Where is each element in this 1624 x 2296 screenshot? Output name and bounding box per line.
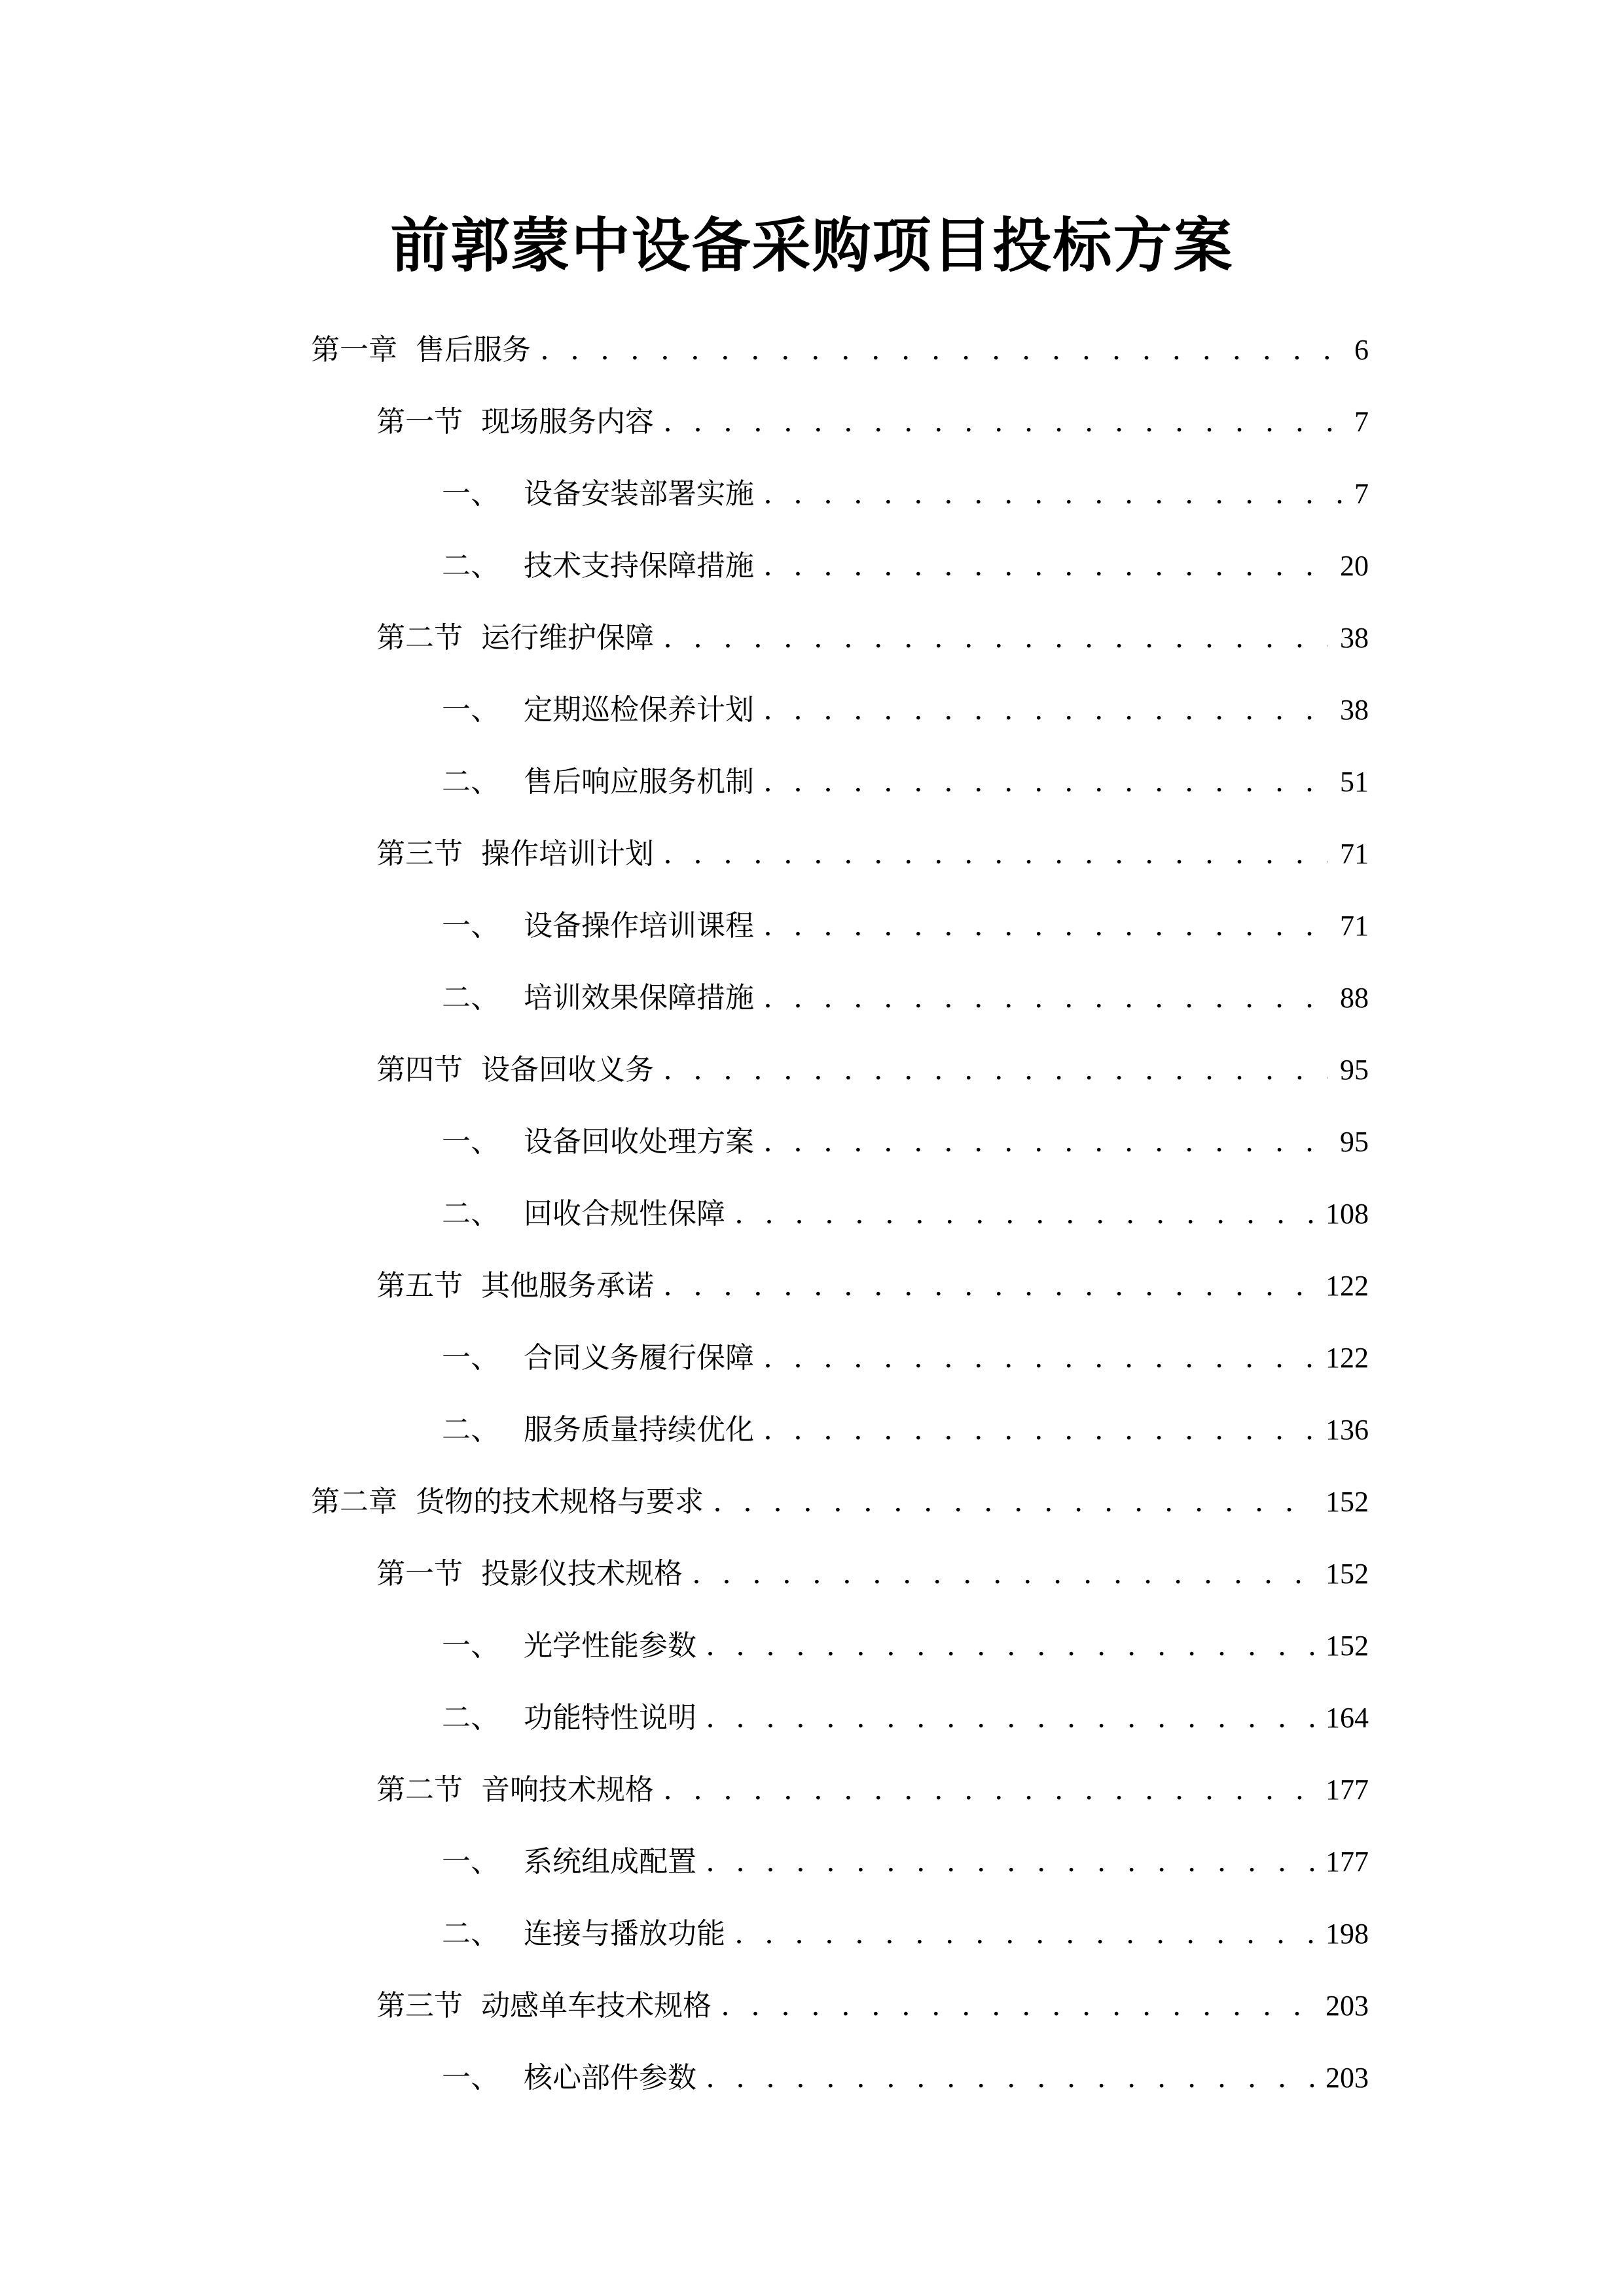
toc-entry-level-3[interactable] [0,530,1624,602]
toc-entry-number: 一、 [442,1845,499,1878]
toc-entry-title: 现场服务内容 [481,405,654,439]
toc-entry-number: 一、 [442,1125,499,1158]
toc-entry-level-3[interactable] [0,458,1624,530]
toc-page-number: 7 [1354,478,1369,510]
toc-page-number: 152 [1326,1558,1369,1590]
toc-entry-level-3[interactable] [0,1898,1624,1970]
toc-entry-level-2[interactable] [0,1538,1624,1610]
toc-entry-title: 售后响应服务机制 [524,765,754,798]
toc-page-number: 95 [1340,1054,1369,1086]
toc-dot-leader [692,1538,1314,1610]
toc-dot-leader [763,458,1343,530]
toc-entry-number: 第二节 [376,621,463,655]
toc-entry-level-2[interactable] [0,1754,1624,1826]
toc-page-number: 7 [1354,406,1369,438]
toc-entry-number: 第四节 [376,1053,463,1086]
toc-page-number: 136 [1326,1414,1369,1446]
toc-entry-number: 第一节 [376,1557,463,1590]
toc-page-number: 198 [1326,1918,1369,1950]
toc-entry-title: 运行维护保障 [481,621,654,655]
toc-entry-number: 一、 [442,1341,499,1374]
toc-entry-number: 一、 [442,1629,499,1662]
toc-entry-number: 第一章 [311,333,397,367]
toc-entry-level-3[interactable] [0,1682,1624,1754]
toc-entry-title: 系统组成配置 [524,1845,696,1878]
toc-entry-title: 音响技术规格 [481,1773,654,1806]
toc-entry-number: 一、 [442,477,499,511]
toc-page-number: 51 [1340,766,1369,798]
toc-entry-number: 第二节 [376,1773,463,1806]
toc-dot-leader [734,1898,1314,1970]
toc-dot-leader [763,1322,1314,1394]
toc-entry-title: 定期巡检保养计划 [524,693,754,726]
toc-entry-number: 二、 [442,1413,499,1446]
toc-entry-number: 第三节 [376,837,463,870]
toc-entry-number: 一、 [442,909,499,942]
toc-entry-number: 二、 [442,765,499,798]
toc-entry-level-3[interactable] [0,1178,1624,1250]
toc-entry-title: 技术支持保障措施 [524,549,754,583]
toc-dot-leader [540,314,1343,386]
toc-page-number: 152 [1326,1630,1369,1662]
toc-entry-number: 二、 [442,1917,499,1950]
toc-entry-number: 二、 [442,549,499,583]
toc-entry-level-2[interactable] [0,1034,1624,1106]
toc-entry-number: 二、 [442,1197,499,1230]
toc-entry-number: 第二章 [311,1485,397,1518]
toc-entry-title: 合同义务履行保障 [524,1341,754,1374]
toc-dot-leader [706,2042,1314,2114]
toc-page-number: 20 [1340,550,1369,582]
toc-entry-title: 培训效果保障措施 [524,981,754,1014]
toc-page-number: 95 [1340,1126,1369,1158]
toc-page-number: 177 [1326,1846,1369,1878]
toc-dot-leader [663,1754,1314,1826]
toc-entry-number: 第一节 [376,405,463,439]
toc-entry-level-3[interactable] [0,746,1624,818]
toc-entry-level-3[interactable] [0,1322,1624,1394]
toc-page-number: 164 [1326,1702,1369,1734]
toc-dot-leader [663,1250,1314,1322]
toc-entry-number: 一、 [442,2061,499,2094]
toc-page-number: 122 [1326,1270,1369,1302]
toc-dot-leader [663,818,1328,890]
toc-entry-title: 设备回收义务 [481,1053,654,1086]
toc-entry-title: 光学性能参数 [524,1629,696,1662]
toc-entry-level-1[interactable] [0,314,1624,386]
toc-dot-leader [763,1394,1314,1466]
toc-dot-leader [763,674,1328,746]
toc-dot-leader [763,1106,1328,1178]
toc-page-number: 122 [1326,1342,1369,1374]
toc-entry-level-1[interactable] [0,1466,1624,1538]
toc-entry-title: 投影仪技术规格 [481,1557,683,1590]
toc-entry-title: 动感单车技术规格 [481,1989,712,2022]
toc-entry-level-3[interactable] [0,1826,1624,1898]
toc-page-number: 38 [1340,622,1369,654]
toc-page-number: 203 [1326,2062,1369,2094]
toc-entry-level-3[interactable] [0,674,1624,746]
toc-page-number: 152 [1326,1486,1369,1518]
toc-dot-leader [663,1034,1328,1106]
toc-dot-leader [706,1610,1314,1682]
toc-entry-level-2[interactable] [0,1250,1624,1322]
toc-dot-leader [706,1682,1314,1754]
toc-dot-leader [663,386,1343,458]
toc-page-number: 108 [1326,1198,1369,1230]
toc-entry-title: 操作培训计划 [481,837,654,870]
toc-entry-level-3[interactable] [0,1394,1624,1466]
toc-entry-title: 服务质量持续优化 [524,1413,754,1446]
toc-dot-leader [734,1178,1314,1250]
toc-page-number: 71 [1340,838,1369,870]
toc-page-number: 6 [1354,334,1369,366]
toc-entry-level-3[interactable] [0,2042,1624,2114]
toc-entry-number: 二、 [442,981,499,1014]
toc-entry-title: 货物的技术规格与要求 [416,1485,704,1518]
toc-dot-leader [763,962,1328,1034]
toc-entry-level-3[interactable] [0,1610,1624,1682]
toc-entry-title: 设备操作培训课程 [524,909,754,942]
toc-entry-level-3[interactable] [0,1106,1624,1178]
toc-entry-number: 第五节 [376,1269,463,1302]
toc-dot-leader [763,746,1328,818]
toc-dot-leader [713,1466,1314,1538]
toc-dot-leader [763,530,1328,602]
toc-entry-title: 核心部件参数 [524,2061,696,2094]
document-title: 前郭蒙中设备采购项目投标方案 [390,211,1234,280]
toc-entry-level-2[interactable] [0,818,1624,890]
toc-entry-title: 售后服务 [416,333,531,367]
toc-entry-title: 设备回收处理方案 [524,1125,754,1158]
toc-dot-leader [763,890,1328,962]
toc-entry-level-3[interactable] [0,890,1624,962]
toc-entry-title: 连接与播放功能 [524,1917,725,1950]
toc-entry-title: 功能特性说明 [524,1701,696,1734]
toc-entry-number: 第三节 [376,1989,463,2022]
toc-page-number: 38 [1340,694,1369,726]
table-of-contents [0,314,1624,2114]
toc-entry-number: 二、 [442,1701,499,1734]
toc-entry-number: 一、 [442,693,499,726]
toc-entry-level-2[interactable] [0,1970,1624,2042]
toc-dot-leader [663,602,1328,674]
toc-page-number: 177 [1326,1774,1369,1806]
toc-entry-title: 回收合规性保障 [524,1197,725,1230]
toc-entry-title: 设备安装部署实施 [524,477,754,511]
toc-page-number: 88 [1340,982,1369,1014]
toc-dot-leader [721,1970,1314,2042]
toc-entry-level-2[interactable] [0,602,1624,674]
toc-page-number: 71 [1340,910,1369,942]
toc-entry-title: 其他服务承诺 [481,1269,654,1302]
toc-entry-level-3[interactable] [0,962,1624,1034]
toc-entry-level-2[interactable] [0,386,1624,458]
toc-page-number: 203 [1326,1990,1369,2022]
toc-dot-leader [706,1826,1314,1898]
